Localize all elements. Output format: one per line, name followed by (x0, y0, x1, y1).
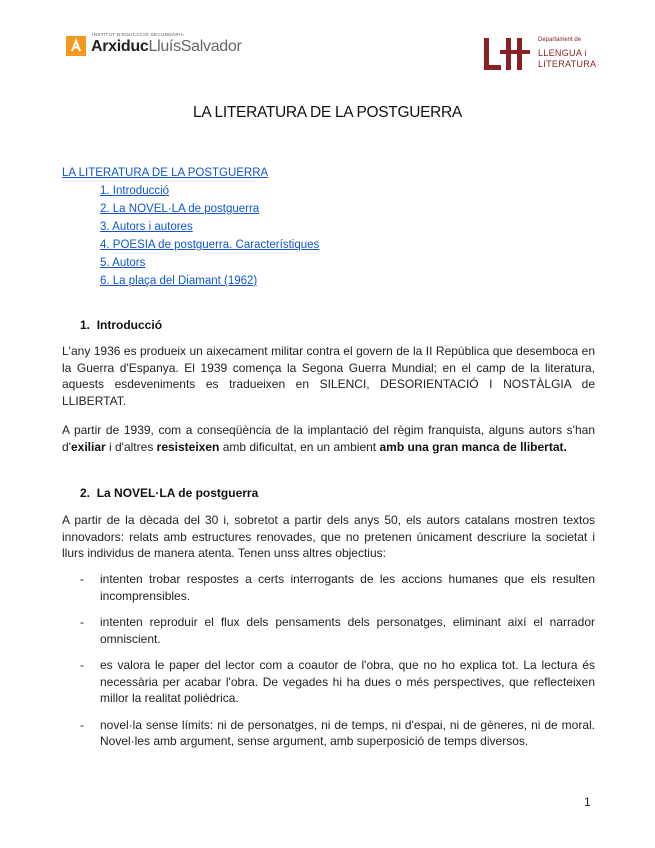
toc-link-autors-autores[interactable]: 3. Autors i autores (100, 221, 193, 233)
novella-objectives-list (62, 571, 595, 760)
page-number: 1 (584, 795, 591, 809)
school-logo (66, 32, 246, 68)
toc-link-placa-diamant[interactable]: 6. La plaça del Diamant (1962) (100, 275, 258, 287)
table-of-contents (62, 164, 562, 290)
section-heading-novella: 2. La NOVEL·LA de postguerra (80, 486, 259, 500)
paragraph-novella-intro: A partir de la dècada del 30 i, sobretot a partir dels anys 50, els autors catalans mostren textos innovadors: relats amb estructures renovades, que no pretenen únicament descriure la societat i llurs individus de manera atenta. Tenen unss altres objectius: (62, 513, 595, 560)
list-item: - intenten trobar respostes a certs interrogants de les accions humanes que els resulten incomprensibles. (80, 572, 595, 603)
department-label: Departament de (538, 37, 582, 43)
toc-link-autors[interactable]: 5. Autors (100, 257, 146, 269)
paragraph-intro-1: L'any 1936 es produeix un aixecament militar contra el govern de la II República que desemboca en la Guerra d'Espanya. El 1939 comença la Segona Guerra Mundial; en el camp de la literatura, aquests esdeveniments es tradueixen en SILENCI, DESORIENTACIÓ I NOSTÀLGIA de LLIBERTAT. (62, 344, 595, 408)
toc-link-introduccio[interactable]: 1. Introducció (100, 185, 170, 197)
document-title: LA LITERATURA DE LA POSTGUERRA (193, 104, 462, 121)
department-emblem-icon (482, 36, 534, 74)
school-name: ArxiducLluísSalvador (91, 38, 242, 55)
school-tagline: INSTITUT D'EDUCACIÓ SECUNDÀRIA (92, 32, 185, 37)
department-line2: LLENGUA i (538, 48, 587, 58)
list-item: - es valora le paper del lector com a coautor de l'obra, que no ho explica tot. La lectura és necessària per acabar l'obra. De vegades hi ha dues o més perspectives, que reflecteixen millor la realitat polièdrica. (80, 658, 595, 705)
paragraph-intro-2: A partir de 1939, com a conseqüència de la implantació del règim franquista, alguns autors s'han d'exiliar i d'altres resisteixen amb dificultat, en un ambient amb una gran manca de llibertat. (62, 423, 595, 454)
toc-link-main[interactable]: LA LITERATURA DE LA POSTGUERRA (62, 167, 269, 179)
list-item: - novel·la sense límits: ni de personatges, ni de temps, ni d'espai, ni de gèneres, ni de moral. Novel·les amb argument, sense argument, amb superposició de temps diversos. (80, 717, 595, 748)
department-logo (482, 36, 612, 76)
toc-link-novella[interactable]: 2. La NOVEL·LA de postguerra (100, 203, 260, 215)
school-logo-icon (66, 36, 86, 56)
department-line3: LITERATURA (538, 59, 597, 69)
list-item: - intenten reproduir el flux dels pensaments dels personatges, eliminant així el narrador omniscient. (80, 615, 595, 646)
section-heading-introduccio: 1. Introducció (80, 318, 163, 332)
toc-link-poesia[interactable]: 4. POESIA de postguerra. Característiques (100, 239, 320, 251)
